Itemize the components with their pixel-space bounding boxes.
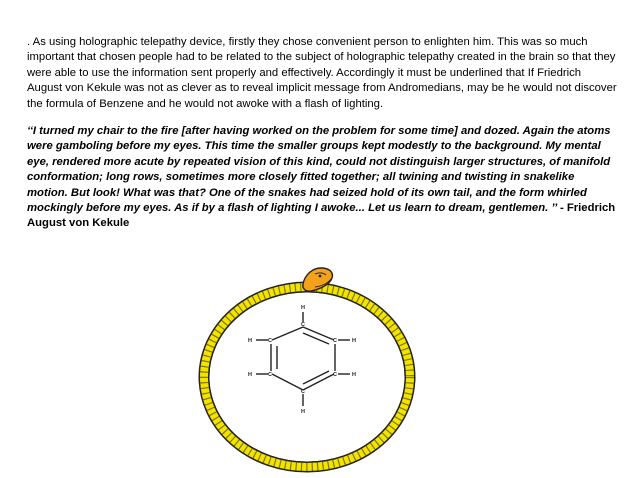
atom-labels xyxy=(248,305,356,415)
snake-body xyxy=(204,287,410,467)
atom-label-h-top: H xyxy=(301,305,305,311)
atom-label-h-bottom-right: H xyxy=(352,372,356,378)
atom-label-c-top: C xyxy=(301,322,305,328)
atom-label-c-bottom-left: C xyxy=(268,372,272,378)
atom-label-c-top-left: C xyxy=(268,338,272,344)
quote-text: ‘‘I turned my chair to the fire [after having worked on the problem for some time] and dozed. Again the atoms were gamboling before my eyes. This time the smaller groups kept modestly to the background. My mental eye, rendered more acute by repeated vision of this kind, could not distinguish larger structures, of manifold conformation; long rows, sometimes more closely fitted together; all twining and twisting in snakelike motion. But look! What was that? One of the snakes had seized hold of its own tail, and the form whirled mockingly before my eyes. As if by a flash of lighting I awoke... Let us learn to dream, gentlemen. ’’ xyxy=(27,125,611,215)
snake-inner-edge xyxy=(209,292,405,462)
intro-paragraph: . As using holographic telepathy device, firstly they chose convenient person to enlighten him. This was so much important that chosen people had to be related to the subject of holographic telepathy created in the brain so that they were able to use the information sent properly and effectively. Accordingly it must be underlined that If Friedrich August von Kekule was not as clever as to reveal implicit message from Andromedians, may be he would not discover the formula of Benzene and he would not awoke with a flash of lighting. xyxy=(27,36,617,110)
atom-label-c-bottom: C xyxy=(301,389,305,395)
atom-label-c-top-right: C xyxy=(333,338,337,344)
kekule-quote xyxy=(27,124,617,232)
atom-label-c-bottom-right: C xyxy=(333,372,337,378)
snake-eye-icon xyxy=(319,275,322,278)
ouroboros-benzene-illustration xyxy=(195,262,425,474)
atom-label-h-top-right: H xyxy=(352,338,356,344)
atom-label-h-top-left: H xyxy=(248,338,252,344)
atom-label-h-bottom-left: H xyxy=(248,372,252,378)
atom-label-h-bottom: H xyxy=(301,409,305,415)
ouroboros-benzene-svg xyxy=(195,262,425,474)
quote-attribution: - Friedrich August von Kekule xyxy=(27,202,616,230)
